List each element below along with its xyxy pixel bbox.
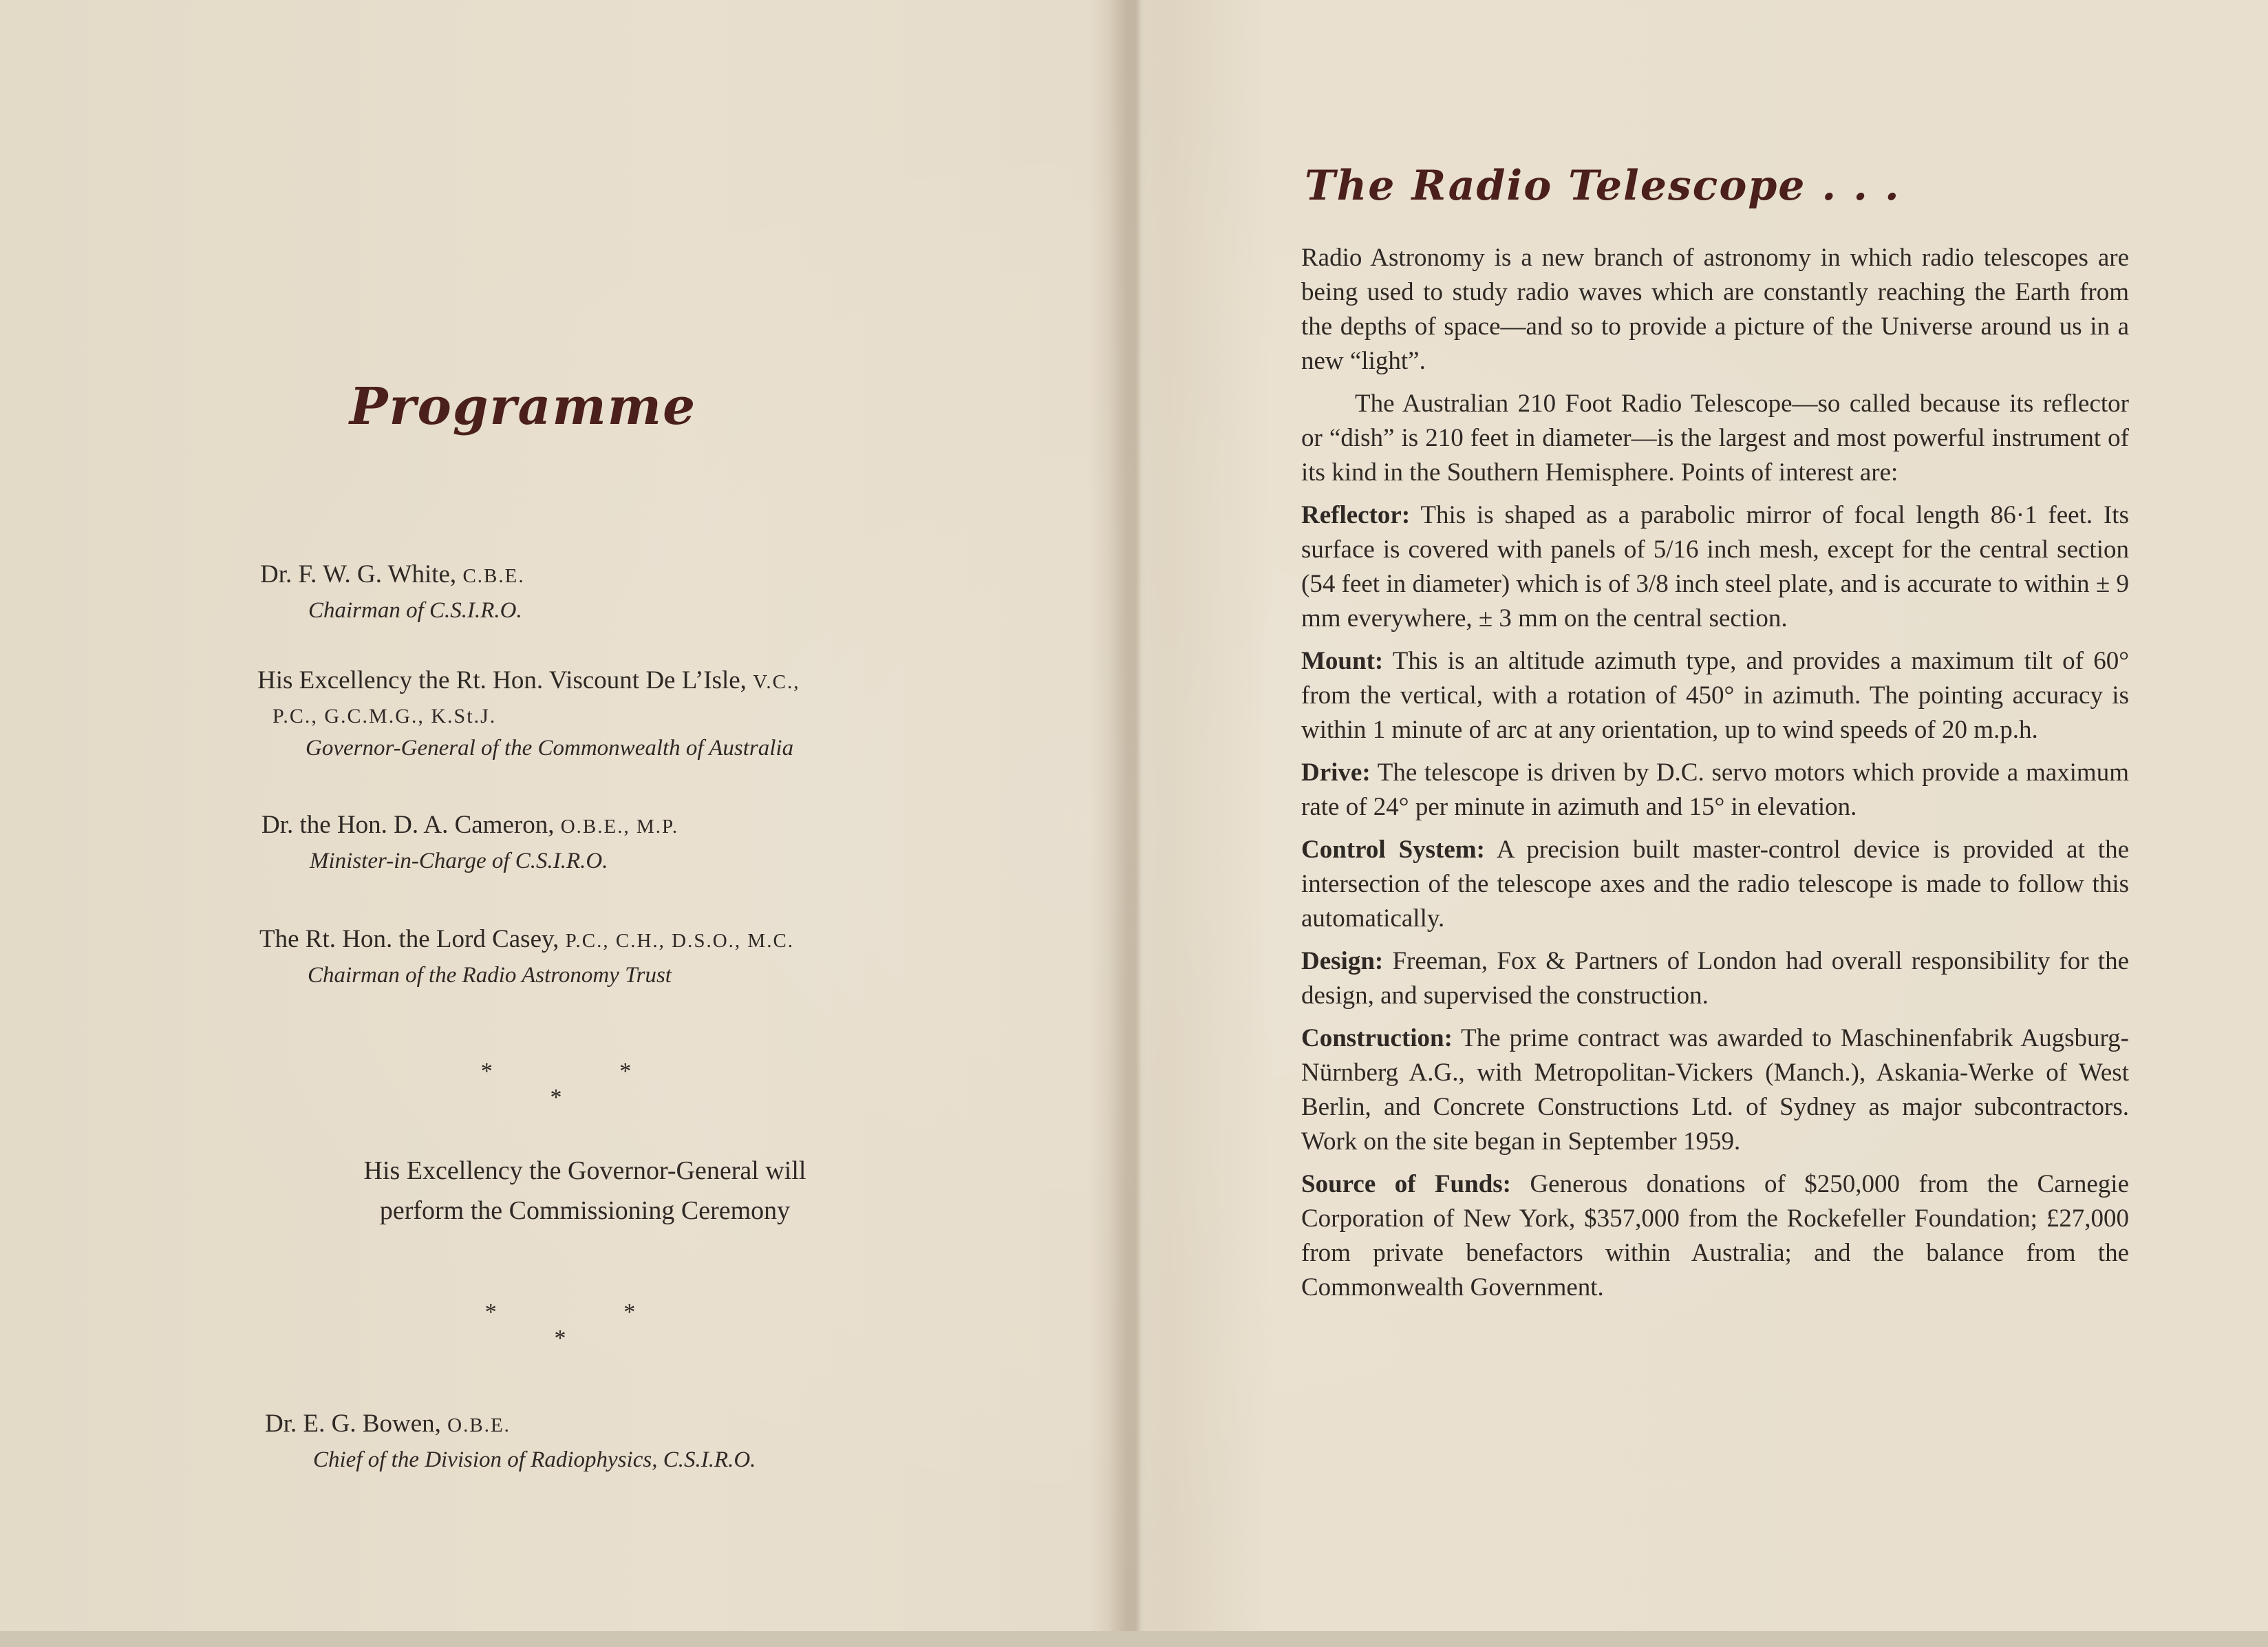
entry-postnominals: C.B.E. — [462, 565, 525, 587]
programme-entry-casey — [259, 921, 794, 991]
section-heading: Source of Funds: — [1301, 1170, 1512, 1198]
programme-entry-de-lisle — [257, 662, 800, 764]
section-text: Freeman, Fox & Partners of London had overall responsibility for the design, and supervised the construction. — [1301, 947, 2130, 1010]
section-design — [1301, 944, 2129, 1013]
entry-name: His Excellency the Rt. Hon. Viscount De L’Isle, — [257, 666, 747, 694]
programme-title: Programme — [349, 377, 697, 436]
section-text: A precision built master-control device is provided at the intersection of the telescope axes and the radio telescope is made to follow this automatically. — [1301, 836, 2129, 933]
entry-postnominals: V.C., — [753, 671, 800, 693]
entry-name: The Rt. Hon. the Lord Casey, — [259, 925, 559, 953]
entry-postnominals: O.B.E. — [447, 1414, 511, 1436]
section-source-of-funds — [1301, 1167, 2129, 1305]
entry-role: Governor-General of the Commonwealth of Australia — [306, 736, 794, 761]
overview-paragraph: The Australian 210 Foot Radio Telescope—so called because its reflector or “dish” is 210 feet in diameter—is the largest and most powerful instrument of its kind in the Southern Hemisphere. Points of interest are: — [1301, 390, 2129, 487]
section-heading: Construction: — [1301, 1024, 1453, 1052]
section-heading: Reflector: — [1301, 501, 1411, 529]
section-text: The prime contract was awarded to Maschinenfabrik Augsburg-Nürnberg A.G., with Metropolitan-Vickers (Manch.), Askania-Werke of West Berlin, and Concrete Constructions Ltd. of Sydney as major subcontractors. Work on the site began in September 1959. — [1301, 1024, 2129, 1156]
radio-telescope-page — [1140, 0, 2268, 1647]
section-text: The telescope is driven by D.C. servo motors which provide a maximum rate of 24° per minute in azimuth and 15° in elevation. — [1301, 758, 2129, 821]
section-construction — [1301, 1021, 2129, 1159]
ceremony-note — [261, 1151, 908, 1231]
radio-telescope-title: The Radio Telescope . . . — [1305, 162, 1901, 210]
entry-postnominals: P.C., C.H., D.S.O., M.C. — [565, 930, 795, 952]
programme-page — [0, 0, 1128, 1647]
programme-entry-cameron — [261, 807, 678, 877]
programme-entry-bowen — [265, 1405, 756, 1476]
entry-name: Dr. E. G. Bowen, — [265, 1410, 441, 1438]
section-heading: Design: — [1301, 947, 1384, 975]
entry-name: Dr. F. W. G. White, — [260, 560, 457, 588]
entry-role: Chief of the Division of Radiophysics, C.S.I.R.O. — [313, 1447, 756, 1472]
section-text: This is shaped as a parabolic mirror of focal length 86·1 feet. Its surface is covered with panels of 5/16 inch mesh, except for the central section (54 feet in diameter) which is of 3/8 inch steel plate, and is accurate to within ± 9 mm everywhere, ± 3 mm on the central section. — [1301, 501, 2129, 633]
entry-postnominals-continued: P.C., G.C.M.G., K.St.J. — [272, 705, 497, 727]
section-heading: Drive: — [1301, 758, 1371, 787]
entry-role: Chairman of the Radio Astronomy Trust — [308, 963, 672, 988]
section-reflector — [1301, 498, 2129, 636]
section-control-system — [1301, 833, 2129, 936]
radio-telescope-body — [1301, 241, 2129, 1313]
entry-role: Minister-in-Charge of C.S.I.R.O. — [310, 849, 608, 873]
ceremony-line-2: perform the Commissioning Ceremony — [379, 1196, 791, 1225]
separator-stars: * * * — [484, 1299, 696, 1351]
entry-name: Dr. the Hon. D. A. Cameron, — [261, 811, 555, 839]
ceremony-line-1: His Excellency the Governor-General will — [363, 1156, 806, 1185]
section-text: Generous donations of $250,000 from the Carnegie Corporation of New York, $357,000 from the Rockefeller Foundation; £27,000 from private benefactors within Australia; and the balance from the Commonwealth Government. — [1301, 1170, 2129, 1301]
section-heading: Mount: — [1301, 647, 1384, 675]
section-heading: Control System: — [1301, 836, 1485, 864]
programme-entry-white — [260, 556, 525, 626]
section-drive — [1301, 756, 2129, 825]
entry-role: Chairman of C.S.I.R.O. — [308, 598, 522, 623]
section-text: This is an altitude azimuth type, and provides a maximum tilt of 60° from the vertical, with a rotation of 450° in azimuth. The pointing accuracy is within 1 minute of arc at any orientation, up to wind speeds of 20 m.p.h. — [1301, 647, 2129, 744]
entry-postnominals: O.B.E., M.P. — [560, 816, 679, 838]
separator-stars: * * * — [480, 1059, 692, 1110]
intro-paragraph: Radio Astronomy is a new branch of astronomy in which radio telescopes are being used to study radio waves which are constantly reaching the Earth from the depths of space—and so to provide a picture of the Universe around us in a new “light”. — [1301, 244, 2129, 375]
section-mount — [1301, 644, 2129, 747]
